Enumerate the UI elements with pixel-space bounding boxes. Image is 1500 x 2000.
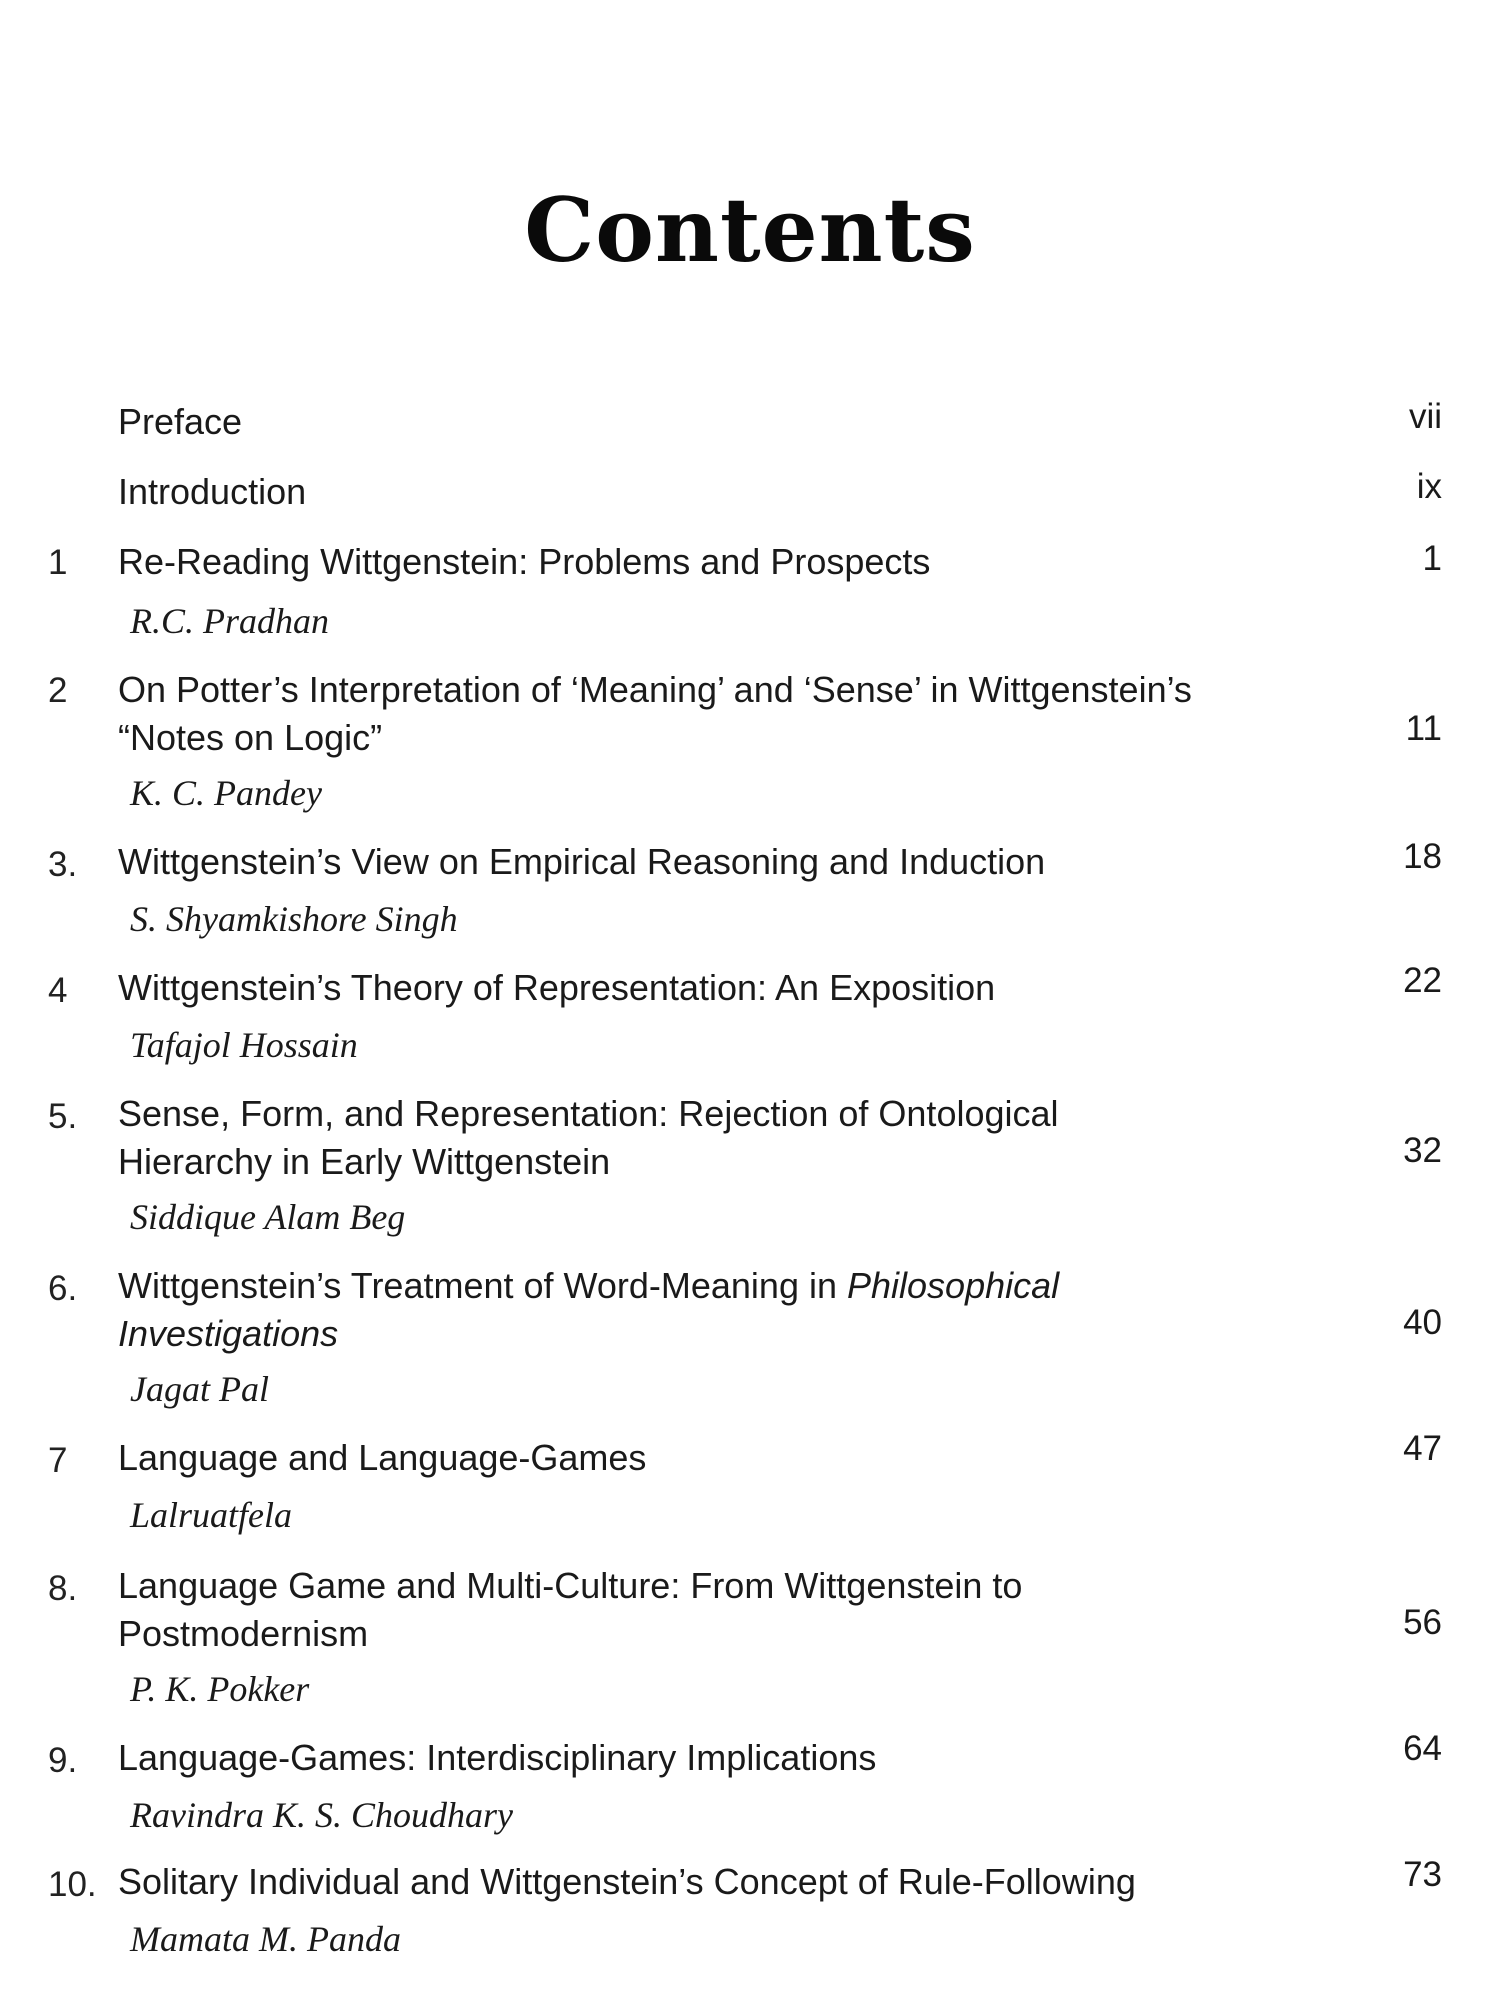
chapter-number: 1	[48, 543, 68, 582]
entry-heading: Solitary Individual and Wittgenstein’s Concept of Rule-Following	[118, 1861, 1136, 1902]
entry-author: Jagat Pal	[130, 1369, 269, 1409]
chapter-number: 4	[48, 971, 68, 1010]
entry-author: R.C. Pradhan	[130, 601, 330, 641]
entry-page-number: 56	[1403, 1603, 1442, 1642]
entry-page-number: vii	[1408, 397, 1442, 436]
entry-heading-line-2: Postmodernism	[118, 1613, 369, 1654]
entry-heading-line-2: Investigations	[118, 1313, 339, 1354]
entry-heading: Wittgenstein’s View on Empirical Reasoning and Induction	[118, 841, 1046, 882]
entry-author: Lalruatfela	[130, 1495, 293, 1535]
entry-page-number: 64	[1403, 1729, 1442, 1768]
entry-heading-line-1: On Potter’s Interpretation of ‘Meaning’ and ‘Sense’ in Wittgenstein’s	[118, 669, 1192, 710]
entry-heading-text: Wittgenstein’s Treatment of Word-Meaning in	[118, 1265, 847, 1306]
entry-page-number: 11	[1405, 709, 1442, 748]
entry-heading: Introduction	[118, 471, 307, 512]
entry-author: S. Shyamkishore Singh	[130, 899, 458, 939]
entry-page-number: 40	[1403, 1303, 1442, 1342]
chapter-number: 7	[48, 1441, 68, 1480]
entry-heading: Re-Reading Wittgenstein: Problems and Prospects	[118, 541, 931, 582]
entry-author: Tafajol Hossain	[130, 1025, 358, 1065]
entry-author: Siddique Alam Beg	[130, 1197, 406, 1237]
entry-heading-line-1: Language Game and Multi-Culture: From Wittgenstein to	[118, 1565, 1023, 1606]
entry-heading: Language and Language-Games	[118, 1437, 647, 1478]
entry-author: Mamata M. Panda	[130, 1919, 401, 1959]
entry-page-number: 1	[1422, 539, 1442, 578]
entry-page-number: 47	[1403, 1429, 1442, 1468]
entry-heading: Wittgenstein’s Theory of Representation: An Exposition	[118, 967, 996, 1008]
entry-heading-line-1: Sense, Form, and Representation: Rejection of Ontological	[118, 1093, 1059, 1134]
chapter-number: 6.	[48, 1269, 78, 1308]
chapter-number: 2	[48, 671, 68, 710]
chapter-number: 9.	[48, 1741, 78, 1780]
chapter-number: 3.	[48, 845, 78, 884]
entry-page-number: 18	[1403, 837, 1442, 876]
chapter-number: 8.	[48, 1569, 78, 1608]
entry-page-number: ix	[1416, 467, 1442, 506]
entry-author: K. C. Pandey	[130, 773, 322, 813]
entry-heading-line-2: “Notes on Logic”	[118, 717, 383, 758]
entry-heading: Language-Games: Interdisciplinary Implications	[118, 1737, 877, 1778]
entry-author: Ravindra K. S. Choudhary	[130, 1795, 513, 1835]
entry-heading-line-2: Hierarchy in Early Wittgenstein	[118, 1141, 611, 1182]
entry-page-number: 32	[1403, 1131, 1442, 1170]
entry-heading-book-title: Philosophical	[847, 1265, 1060, 1306]
entry-heading-line-1	[118, 1262, 1338, 1310]
chapter-number: 10.	[48, 1865, 97, 1904]
entry-page-number: 22	[1403, 961, 1442, 1000]
page-title: Contents	[524, 178, 976, 282]
chapter-number: 5.	[48, 1097, 78, 1136]
entry-author: P. K. Pokker	[130, 1669, 310, 1709]
entry-page-number: 73	[1403, 1855, 1442, 1894]
entry-heading: Preface	[118, 401, 243, 442]
